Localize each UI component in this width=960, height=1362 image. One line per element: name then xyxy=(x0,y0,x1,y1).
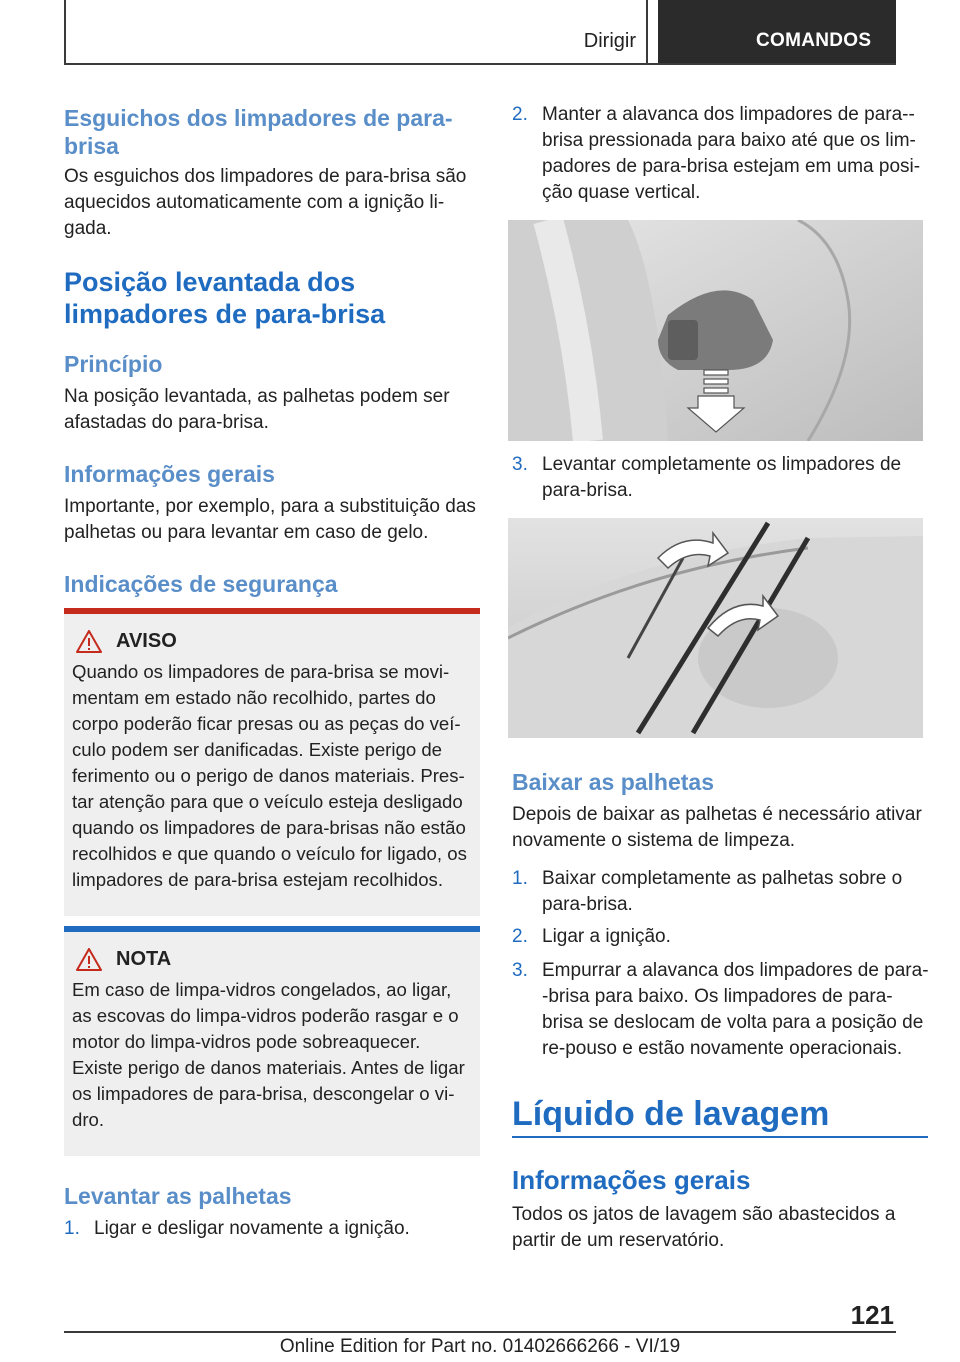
heading-esguichos: Esguichos dos limpadores de para-brisa xyxy=(64,105,453,159)
note-title-nota: NOTA xyxy=(116,948,172,970)
step-number: 3. xyxy=(512,960,528,981)
step-number: 3. xyxy=(512,454,528,475)
step-text: Ligar e desligar novamente a ignição. xyxy=(94,1218,410,1239)
step-text: Manter a alavanca dos limpadores de para--brisa pressionada para baixo até que os lim-padores de para-brisa estejam em uma posi-ção quase vertical. xyxy=(542,104,921,203)
step-number: 2. xyxy=(512,104,528,125)
para-baixar: Depois de baixar as palhetas é necessário ativar novamente o sistema de limpeza. xyxy=(512,804,922,851)
header-chapter-label: COMANDOS xyxy=(756,30,872,51)
para-esguichos: Os esguichos dos limpadores de para-brisa são aquecidos automaticamente com a ignição li-gada. xyxy=(64,166,467,239)
warning-box-aviso xyxy=(64,608,480,916)
list-item xyxy=(512,452,928,508)
heading-informacoes-gerais-2: Informações gerais xyxy=(512,1165,751,1195)
para-principio: Na posição levantada, as palhetas podem ser afastadas do para-brisa. xyxy=(64,386,450,433)
step-text: Empurrar a alavanca dos limpadores de para--brisa para baixo. Os limpadores de para-brisa se deslocam de volta para a posição de re-pouso e estão novamente operacionais. xyxy=(542,960,929,1059)
header-rule xyxy=(64,63,896,65)
heading-informacoes-gerais: Informações gerais xyxy=(64,461,275,487)
caution-triangle-icon xyxy=(76,948,102,971)
step-number: 1. xyxy=(512,868,528,889)
step-text: Baixar completamente as palhetas sobre o para-brisa. xyxy=(542,868,903,915)
para-informacoes-2: Todos os jatos de lavagem são abastecidos a partir de um reservatório. xyxy=(512,1204,896,1251)
heading-posicao-levantada: Posição levantada dos limpadores de para-brisa xyxy=(64,267,386,329)
heading-levantar-palhetas: Levantar as palhetas xyxy=(64,1183,292,1209)
header-section-box xyxy=(64,0,648,63)
list-item xyxy=(512,102,928,212)
warning-text-aviso: Quando os limpadores de para-brisa se movi-mentam em estado não recolhido, partes do corpo poderão ficar presas ou as peças do veí-culo podem ser danificadas. Existe perigo de ferimento ou o perigo de danos materiais. Pres-tar atenção para que o veículo esteja desligado quando os limpadores de para-brisas não estão recolhidos e que quando o veículo for ligado, os limpadores de para-brisa estejam recolhidos. xyxy=(72,661,467,890)
footer-rule xyxy=(64,1331,896,1333)
para-informacoes: Importante, por exemplo, para a substituição das palhetas ou para levantar em caso de gelo. xyxy=(64,496,476,543)
page-number: 121 xyxy=(850,1300,894,1330)
photo-raised-wipers xyxy=(508,518,923,738)
note-box-nota xyxy=(64,926,480,1156)
header-section-label: Dirigir xyxy=(583,30,636,52)
heading-baixar-palhetas: Baixar as palhetas xyxy=(512,769,715,795)
header-chapter-tab xyxy=(658,0,896,63)
list-item xyxy=(512,866,928,922)
warning-title-aviso: AVISO xyxy=(116,630,177,652)
list-item xyxy=(512,958,928,1068)
step-text: Ligar a ignição. xyxy=(542,926,671,947)
heading-rule xyxy=(512,1136,928,1138)
hand-pointer-icon xyxy=(896,26,922,54)
heading-principio: Princípio xyxy=(64,351,163,377)
warning-triangle-icon xyxy=(76,630,102,653)
heading-liquido-lavagem: Líquido de lavagem xyxy=(512,1095,830,1133)
step-text: Levantar completamente os limpadores de para-brisa. xyxy=(542,454,902,501)
heading-indicacoes-seguranca: Indicações de segurança xyxy=(64,571,338,597)
footer-edition: Online Edition for Part no. 01402666266 - VI/19 xyxy=(279,1336,681,1357)
step-number: 1. xyxy=(64,1218,80,1239)
photo-wiper-stalk xyxy=(508,220,923,441)
note-text-nota: Em caso de limpa-vidros congelados, ao ligar, as escovas do limpa-vidros poderão rasgar e o motor do limpa-vidros pode sobreaquecer. Existe perigo de danos materiais. Antes de ligar os limpadores de para-brisa, descongelar o vi-dro. xyxy=(72,979,465,1130)
step-number: 2. xyxy=(512,926,528,947)
